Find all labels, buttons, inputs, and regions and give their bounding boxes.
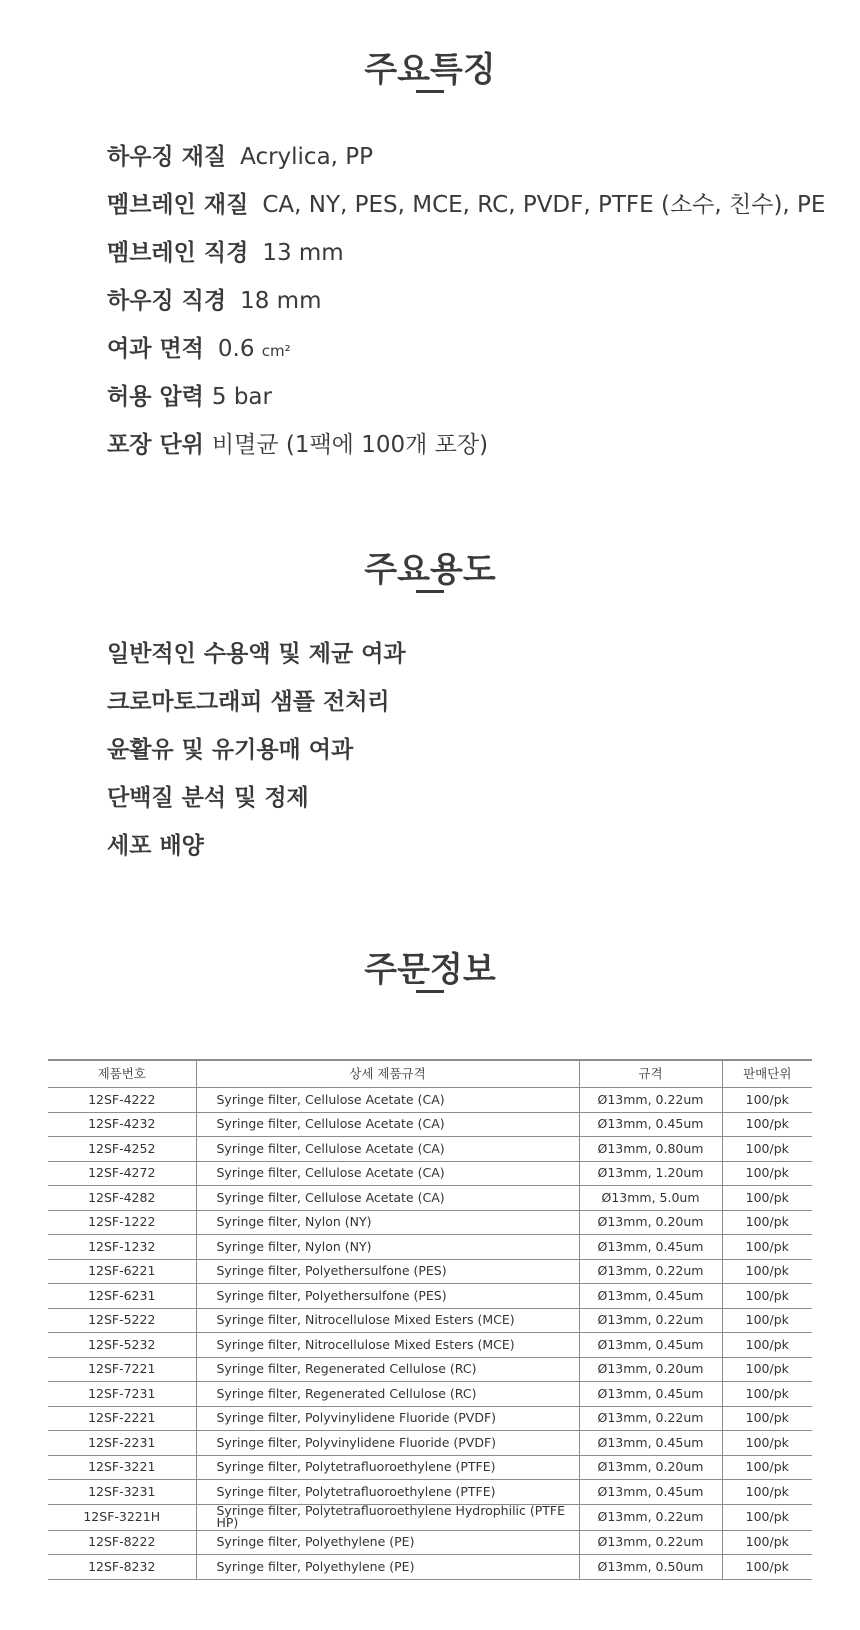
product-number-cell: 12SF-2221 [48, 1406, 196, 1431]
sales-unit-cell: 100/pk [722, 1186, 812, 1211]
spec-cell: Ø13mm, 0.80um [579, 1137, 722, 1162]
detailed-spec-cell: Syringe filter, Nitrocellulose Mixed Esters (MCE) [196, 1333, 579, 1358]
feature-label: 허용 압력 [107, 384, 204, 410]
features-title: 주요특징 [364, 50, 496, 90]
detailed-spec-cell: Syringe filter, Polytetrafluoroethylene (PTFE) [196, 1480, 579, 1505]
detailed-spec-cell: Syringe filter, Regenerated Cellulose (RC) [196, 1357, 579, 1382]
spec-cell: Ø13mm, 0.45um [579, 1284, 722, 1309]
feature-filtration-area [107, 330, 291, 363]
spec-cell: Ø13mm, 0.45um [579, 1112, 722, 1137]
table-row [48, 1431, 812, 1456]
feature-label: 멤브레인 재질 [107, 192, 249, 218]
product-number-cell: 12SF-4232 [48, 1112, 196, 1137]
spec-cell: Ø13mm, 0.22um [579, 1406, 722, 1431]
table-row [48, 1284, 812, 1309]
feature-membrane-diameter [107, 234, 344, 267]
table-row [48, 1308, 812, 1333]
product-number-cell: 12SF-4252 [48, 1137, 196, 1162]
product-number-cell: 12SF-5222 [48, 1308, 196, 1333]
sales-unit-cell: 100/pk [722, 1137, 812, 1162]
spec-cell: Ø13mm, 0.45um [579, 1382, 722, 1407]
product-number-cell: 12SF-6231 [48, 1284, 196, 1309]
sales-unit-cell: 100/pk [722, 1530, 812, 1555]
feature-label: 여과 면적 [107, 336, 204, 362]
table-row [48, 1259, 812, 1284]
table-row [48, 1455, 812, 1480]
feature-value: 13 mm [262, 240, 344, 266]
uses-title: 주요용도 [364, 550, 496, 590]
detailed-spec-cell: Syringe filter, Polyvinylidene Fluoride (PVDF) [196, 1431, 579, 1456]
product-number-cell: 12SF-3221H [48, 1504, 196, 1530]
order-title: 주문정보 [364, 950, 496, 990]
sales-unit-cell: 100/pk [722, 1088, 812, 1113]
table-row [48, 1112, 812, 1137]
detailed-spec-cell: Syringe filter, Cellulose Acetate (CA) [196, 1186, 579, 1211]
table-row [48, 1530, 812, 1555]
feature-value: 18 mm [240, 288, 322, 314]
sales-unit-cell: 100/pk [722, 1504, 812, 1530]
product-number-cell: 12SF-4272 [48, 1161, 196, 1186]
sales-unit-cell: 100/pk [722, 1235, 812, 1260]
use-item: 크로마토그래피 샘플 전처리 [107, 689, 390, 715]
table-row [48, 1161, 812, 1186]
feature-value: 비멸균 (1팩에 100개 포장) [211, 432, 489, 458]
sales-unit-cell: 100/pk [722, 1382, 812, 1407]
product-number-cell: 12SF-8232 [48, 1555, 196, 1580]
product-number-cell: 12SF-4222 [48, 1088, 196, 1113]
table-row [48, 1210, 812, 1235]
detailed-spec-cell: Syringe filter, Polytetrafluoroethylene Hydrophilic (PTFE HP) [196, 1504, 579, 1530]
table-row [48, 1555, 812, 1580]
spec-cell: Ø13mm, 5.0um [579, 1186, 722, 1211]
sales-unit-cell: 100/pk [722, 1357, 812, 1382]
product-number-cell: 12SF-6221 [48, 1259, 196, 1284]
sales-unit-cell: 100/pk [722, 1112, 812, 1137]
sales-unit-cell: 100/pk [722, 1259, 812, 1284]
sales-unit-cell: 100/pk [722, 1308, 812, 1333]
product-number-cell: 12SF-8222 [48, 1530, 196, 1555]
sales-unit-cell: 100/pk [722, 1555, 812, 1580]
spec-cell: Ø13mm, 1.20um [579, 1161, 722, 1186]
sales-unit-cell: 100/pk [722, 1406, 812, 1431]
header-detailed-spec: 상세 제품규격 [196, 1060, 579, 1088]
sales-unit-cell: 100/pk [722, 1161, 812, 1186]
header-sales-unit: 판매단위 [722, 1060, 812, 1088]
feature-label: 멤브레인 직경 [107, 240, 249, 266]
table-row [48, 1137, 812, 1162]
table-row [48, 1186, 812, 1211]
table-row [48, 1406, 812, 1431]
product-number-cell: 12SF-3221 [48, 1455, 196, 1480]
detailed-spec-cell: Syringe filter, Polyethersulfone (PES) [196, 1284, 579, 1309]
spec-cell: Ø13mm, 0.22um [579, 1530, 722, 1555]
detailed-spec-cell: Syringe filter, Nitrocellulose Mixed Esters (MCE) [196, 1308, 579, 1333]
detailed-spec-cell: Syringe filter, Polyvinylidene Fluoride (PVDF) [196, 1406, 579, 1431]
product-number-cell: 12SF-5232 [48, 1333, 196, 1358]
spec-cell: Ø13mm, 0.22um [579, 1088, 722, 1113]
detailed-spec-cell: Syringe filter, Nylon (NY) [196, 1235, 579, 1260]
feature-housing-diameter [107, 282, 322, 315]
feature-packaging-unit [107, 426, 488, 459]
feature-allowable-pressure [107, 378, 272, 411]
spec-cell: Ø13mm, 0.45um [579, 1333, 722, 1358]
table-row [48, 1088, 812, 1113]
use-item: 단백질 분석 및 정제 [107, 785, 309, 811]
spec-cell: Ø13mm, 0.22um [579, 1259, 722, 1284]
uses-title-underline [416, 590, 444, 593]
product-number-cell: 12SF-1232 [48, 1235, 196, 1260]
spec-cell: Ø13mm, 0.20um [579, 1357, 722, 1382]
feature-housing-material [107, 138, 373, 171]
order-table-body [48, 1088, 812, 1580]
use-item: 세포 배양 [107, 833, 204, 859]
product-number-cell: 12SF-4282 [48, 1186, 196, 1211]
features-title-underline [416, 90, 444, 93]
feature-label: 하우징 직경 [107, 288, 227, 314]
product-number-cell: 12SF-7231 [48, 1382, 196, 1407]
spec-cell: Ø13mm, 0.50um [579, 1555, 722, 1580]
table-row [48, 1504, 812, 1530]
header-spec: 규격 [579, 1060, 722, 1088]
detailed-spec-cell: Syringe filter, Regenerated Cellulose (RC) [196, 1382, 579, 1407]
spec-cell: Ø13mm, 0.20um [579, 1210, 722, 1235]
sales-unit-cell: 100/pk [722, 1455, 812, 1480]
detailed-spec-cell: Syringe filter, Polyethylene (PE) [196, 1555, 579, 1580]
feature-unit: cm² [261, 342, 291, 360]
detailed-spec-cell: Syringe filter, Cellulose Acetate (CA) [196, 1088, 579, 1113]
feature-value: Acrylica, PP [240, 144, 374, 170]
table-row [48, 1333, 812, 1358]
spec-cell: Ø13mm, 0.45um [579, 1235, 722, 1260]
feature-value: 0.6 [217, 336, 255, 362]
table-row [48, 1382, 812, 1407]
feature-label: 포장 단위 [107, 432, 204, 458]
spec-cell: Ø13mm, 0.22um [579, 1308, 722, 1333]
detailed-spec-cell: Syringe filter, Cellulose Acetate (CA) [196, 1161, 579, 1186]
feature-label: 하우징 재질 [107, 144, 227, 170]
product-number-cell: 12SF-1222 [48, 1210, 196, 1235]
product-number-cell: 12SF-7221 [48, 1357, 196, 1382]
detailed-spec-cell: Syringe filter, Cellulose Acetate (CA) [196, 1137, 579, 1162]
sales-unit-cell: 100/pk [722, 1210, 812, 1235]
table-row [48, 1357, 812, 1382]
detailed-spec-cell: Syringe filter, Nylon (NY) [196, 1210, 579, 1235]
sales-unit-cell: 100/pk [722, 1480, 812, 1505]
feature-value: CA, NY, PES, MCE, RC, PVDF, PTFE (소수, 친수), PE [262, 192, 826, 218]
use-item: 일반적인 수용액 및 제균 여과 [107, 641, 406, 667]
sales-unit-cell: 100/pk [722, 1431, 812, 1456]
feature-membrane-material [107, 186, 825, 219]
header-product-number: 제품번호 [48, 1060, 196, 1088]
spec-cell: Ø13mm, 0.45um [579, 1431, 722, 1456]
table-row [48, 1480, 812, 1505]
detailed-spec-cell: Syringe filter, Cellulose Acetate (CA) [196, 1112, 579, 1137]
detailed-spec-cell: Syringe filter, Polyethylene (PE) [196, 1530, 579, 1555]
spec-cell: Ø13mm, 0.45um [579, 1480, 722, 1505]
detailed-spec-cell: Syringe filter, Polyethersulfone (PES) [196, 1259, 579, 1284]
use-item: 윤활유 및 유기용매 여과 [107, 737, 354, 763]
sales-unit-cell: 100/pk [722, 1284, 812, 1309]
sales-unit-cell: 100/pk [722, 1333, 812, 1358]
product-number-cell: 12SF-3231 [48, 1480, 196, 1505]
spec-cell: Ø13mm, 0.20um [579, 1455, 722, 1480]
detailed-spec-cell: Syringe filter, Polytetrafluoroethylene (PTFE) [196, 1455, 579, 1480]
table-row [48, 1235, 812, 1260]
spec-cell: Ø13mm, 0.22um [579, 1504, 722, 1530]
feature-value: 5 bar [211, 384, 272, 410]
order-table [48, 1059, 812, 1580]
order-table-header-row [48, 1060, 812, 1088]
order-title-underline [416, 990, 444, 993]
product-number-cell: 12SF-2231 [48, 1431, 196, 1456]
